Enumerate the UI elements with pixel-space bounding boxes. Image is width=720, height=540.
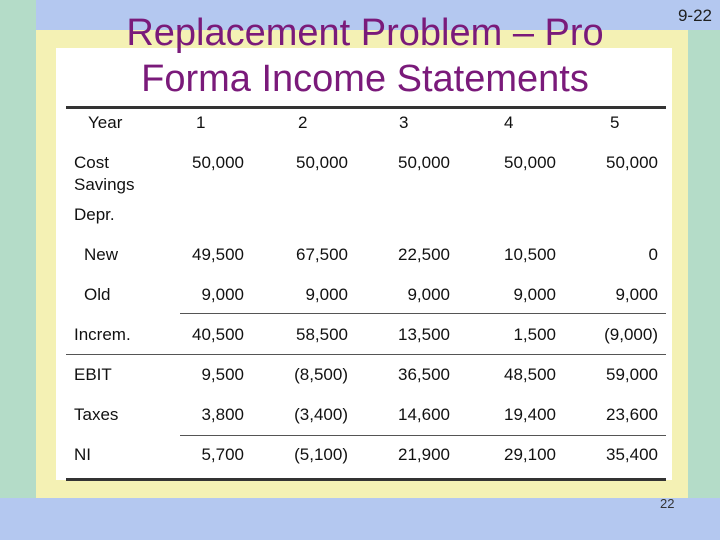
increm-y2: 58,500 [296, 325, 348, 344]
year-3-header: 3 [399, 113, 409, 132]
year-4-header: 4 [504, 113, 514, 132]
increm-y5: (9,000) [604, 325, 658, 344]
old-y5: 9,000 [615, 285, 658, 304]
taxes-y2: (3,400) [294, 405, 348, 424]
year-5-header: 5 [610, 113, 620, 132]
old-y2: 9,000 [305, 285, 348, 304]
table-bottom-rule [66, 478, 666, 481]
row-label-old: Old [84, 285, 111, 304]
row-label-savings: Savings [74, 175, 135, 194]
taxes-y4: 19,400 [504, 405, 556, 424]
ni-y3: 21,900 [398, 445, 450, 464]
year-header: Year [88, 113, 123, 132]
left-band [0, 0, 36, 510]
cost-savings-y2: 50,000 [296, 153, 348, 172]
row-label-taxes: Taxes [74, 405, 119, 424]
title-line-1: Replacement Problem – Pro [126, 12, 604, 54]
row-label-cost: Cost [74, 153, 109, 172]
increm-y3: 13,500 [398, 325, 450, 344]
year-1-header: 1 [196, 113, 206, 132]
taxes-y1: 3,800 [201, 405, 244, 424]
year-2-header: 2 [298, 113, 308, 132]
title-line-2: Forma Income Statements [141, 58, 589, 100]
cost-savings-y1: 50,000 [192, 153, 244, 172]
slide-title [60, 10, 670, 102]
ni-y4: 29,100 [504, 445, 556, 464]
old-y4: 9,000 [513, 285, 556, 304]
row-label-depr: Depr. [74, 205, 115, 224]
old-y1: 9,000 [201, 285, 244, 304]
cost-savings-y3: 50,000 [398, 153, 450, 172]
title-rule [66, 106, 666, 109]
row-label-ebit: EBIT [74, 365, 112, 384]
taxes-y5: 23,600 [606, 405, 658, 424]
increm-y4: 1,500 [513, 325, 556, 344]
cost-savings-y4: 50,000 [504, 153, 556, 172]
footer-slide-number: 22 [660, 496, 675, 511]
row-label-ni: NI [74, 445, 91, 464]
ebit-y3: 36,500 [398, 365, 450, 384]
ebit-y4: 48,500 [504, 365, 556, 384]
ni-y2: (5,100) [294, 445, 348, 464]
new-y3: 22,500 [398, 245, 450, 264]
new-y2: 67,500 [296, 245, 348, 264]
ebit-y1: 9,500 [201, 365, 244, 384]
bottom-band [0, 498, 720, 540]
taxes-y3: 14,600 [398, 405, 450, 424]
old-y3: 9,000 [407, 285, 450, 304]
depr-sum-rule [180, 313, 666, 314]
new-y1: 49,500 [192, 245, 244, 264]
increm-rule [66, 354, 666, 355]
ebit-y2: (8,500) [294, 365, 348, 384]
cost-savings-y5: 50,000 [606, 153, 658, 172]
row-label-increm: Increm. [74, 325, 131, 344]
taxes-rule [180, 435, 666, 436]
ebit-y5: 59,000 [606, 365, 658, 384]
increm-y1: 40,500 [192, 325, 244, 344]
ni-y5: 35,400 [606, 445, 658, 464]
right-band [688, 30, 720, 510]
new-y5: 0 [648, 245, 658, 264]
row-label-new: New [84, 245, 119, 264]
new-y4: 10,500 [504, 245, 556, 264]
page-label: 9-22 [677, 6, 712, 25]
ni-y1: 5,700 [201, 445, 244, 464]
